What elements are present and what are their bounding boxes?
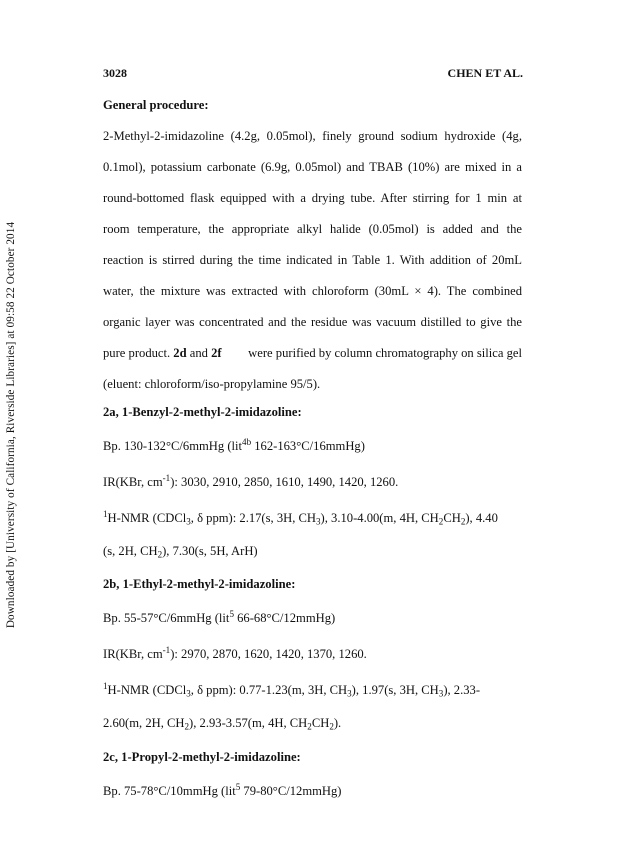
nmr-text: H-NMR (CDCl xyxy=(107,511,187,525)
compound-2a-bp xyxy=(103,439,365,454)
procedure-line-1: 2-Methyl-2-imidazoline (4.2g, 0.05mol), finely ground sodium hydroxide (4g, xyxy=(103,129,522,143)
subscript: 2 xyxy=(307,721,312,732)
nmr-text: ), 3.10-4.00(m, 4H, CH xyxy=(320,511,439,525)
procedure-line-4: room temperature, the appropriate alkyl halide (0.05mol) is added and the xyxy=(103,222,522,236)
nmr-text: 2.60(m, 2H, CH xyxy=(103,716,185,730)
compound-2a-nmr-cont xyxy=(103,544,258,559)
compound-2a-heading: 2a, 1-Benzyl-2-methyl-2-imidazoline: xyxy=(103,405,302,419)
subscript: 2 xyxy=(157,549,163,560)
procedure-line-8-tail: were purified by column chromatography on silica gel xyxy=(245,346,522,360)
unit-superscript: -1 xyxy=(162,473,171,484)
procedure-line-8-part: pure product. xyxy=(103,346,174,360)
procedure-line-3: round-bottomed flask equipped with a drying tube. After stirring for 1 min at xyxy=(103,191,522,205)
compound-2a-ir xyxy=(103,475,398,490)
procedure-line-2: 0.1mol), potassium carbonate (6.9g, 0.05mol) and TBAB (10%) are mixed in a xyxy=(103,160,522,174)
bp-text: 79-80°C/12mmHg) xyxy=(240,784,342,798)
nmr-text: H-NMR (CDCl xyxy=(107,683,187,697)
unit-superscript: -1 xyxy=(162,645,171,656)
procedure-line-7: organic layer was concentrated and the residue was vacuum distilled to give the xyxy=(103,315,522,329)
subscript: 2 xyxy=(184,721,190,732)
subscript: 3 xyxy=(438,688,444,699)
bp-text: Bp. 55-57°C/6mmHg (lit xyxy=(103,611,230,625)
compound-2a-nmr xyxy=(103,511,522,526)
procedure-line-8-part: and xyxy=(186,346,212,360)
compound-2b-ir xyxy=(103,647,367,662)
subscript: 3 xyxy=(347,688,352,699)
compound-2d-ref: 2d xyxy=(173,346,187,360)
ir-text: IR(KBr, cm xyxy=(103,647,163,661)
nmr-text: ), 7.30(s, 5H, ArH) xyxy=(162,544,258,558)
subscript: 2 xyxy=(438,516,444,527)
nmr-text: , δ ppm): 2.17(s, 3H, CH xyxy=(190,511,317,525)
subscript: 2 xyxy=(460,516,466,527)
bp-text: Bp. 130-132°C/6mmHg (lit xyxy=(103,439,243,453)
subscript: 3 xyxy=(316,516,321,527)
nmr-text: ). xyxy=(333,716,342,730)
isotope-superscript: 1 xyxy=(103,509,108,520)
compound-2b-nmr xyxy=(103,683,522,698)
procedure-line-9: (eluent: chloroform/iso-propylamine 95/5). xyxy=(103,377,321,391)
running-title: CHEN ET AL. xyxy=(447,66,523,80)
nmr-text: ), 1.97(s, 3H, CH xyxy=(351,683,439,697)
page-number: 3028 xyxy=(103,66,127,80)
subscript: 3 xyxy=(186,688,191,699)
citation-superscript: 4b xyxy=(242,437,252,448)
procedure-line-8 xyxy=(103,346,522,361)
compound-2b-bp xyxy=(103,611,335,626)
general-procedure-heading: General procedure: xyxy=(103,98,209,112)
download-watermark-column xyxy=(0,0,22,864)
nmr-text: CH xyxy=(443,511,461,525)
nmr-text: (s, 2H, CH xyxy=(103,544,158,558)
bp-text: 66-68°C/12mmHg) xyxy=(233,611,336,625)
ir-text: IR(KBr, cm xyxy=(103,475,163,489)
compound-2b-nmr-cont xyxy=(103,716,341,731)
ir-text: ): 3030, 2910, 2850, 1610, 1490, 1420, 1260. xyxy=(170,475,399,489)
compound-2b-heading: 2b, 1-Ethyl-2-methyl-2-imidazoline: xyxy=(103,577,296,591)
download-watermark: Downloaded by [University of California, Riverside Libraries] at 09:58 22 October 2014 xyxy=(5,221,17,629)
nmr-text: ), 2.33- xyxy=(443,683,481,697)
subscript: 2 xyxy=(329,721,334,732)
nmr-text: CH xyxy=(311,716,330,730)
nmr-text: ), 4.40 xyxy=(465,511,498,525)
compound-2c-bp xyxy=(103,784,342,799)
bp-text: 162-163°C/16mmHg) xyxy=(251,439,365,453)
compound-2f-ref: 2f xyxy=(211,346,222,360)
citation-superscript: 5 xyxy=(229,609,234,620)
subscript: 3 xyxy=(186,516,191,527)
procedure-line-5: reaction is stirred during the time indicated in Table 1. With addition of 20mL xyxy=(103,253,522,267)
bp-text: Bp. 75-78°C/10mmHg (lit xyxy=(103,784,236,798)
nmr-text: , δ ppm): 0.77-1.23(m, 3H, CH xyxy=(190,683,348,697)
compound-2c-heading: 2c, 1-Propyl-2-methyl-2-imidazoline: xyxy=(103,750,301,764)
ir-text: ): 2970, 2870, 1620, 1420, 1370, 1260. xyxy=(170,647,367,661)
procedure-line-6: water, the mixture was extracted with chloroform (30mL × 4). The combined xyxy=(103,284,522,298)
isotope-superscript: 1 xyxy=(103,681,108,692)
nmr-text: ), 2.93-3.57(m, 4H, CH xyxy=(189,716,308,730)
citation-superscript: 5 xyxy=(235,782,241,793)
